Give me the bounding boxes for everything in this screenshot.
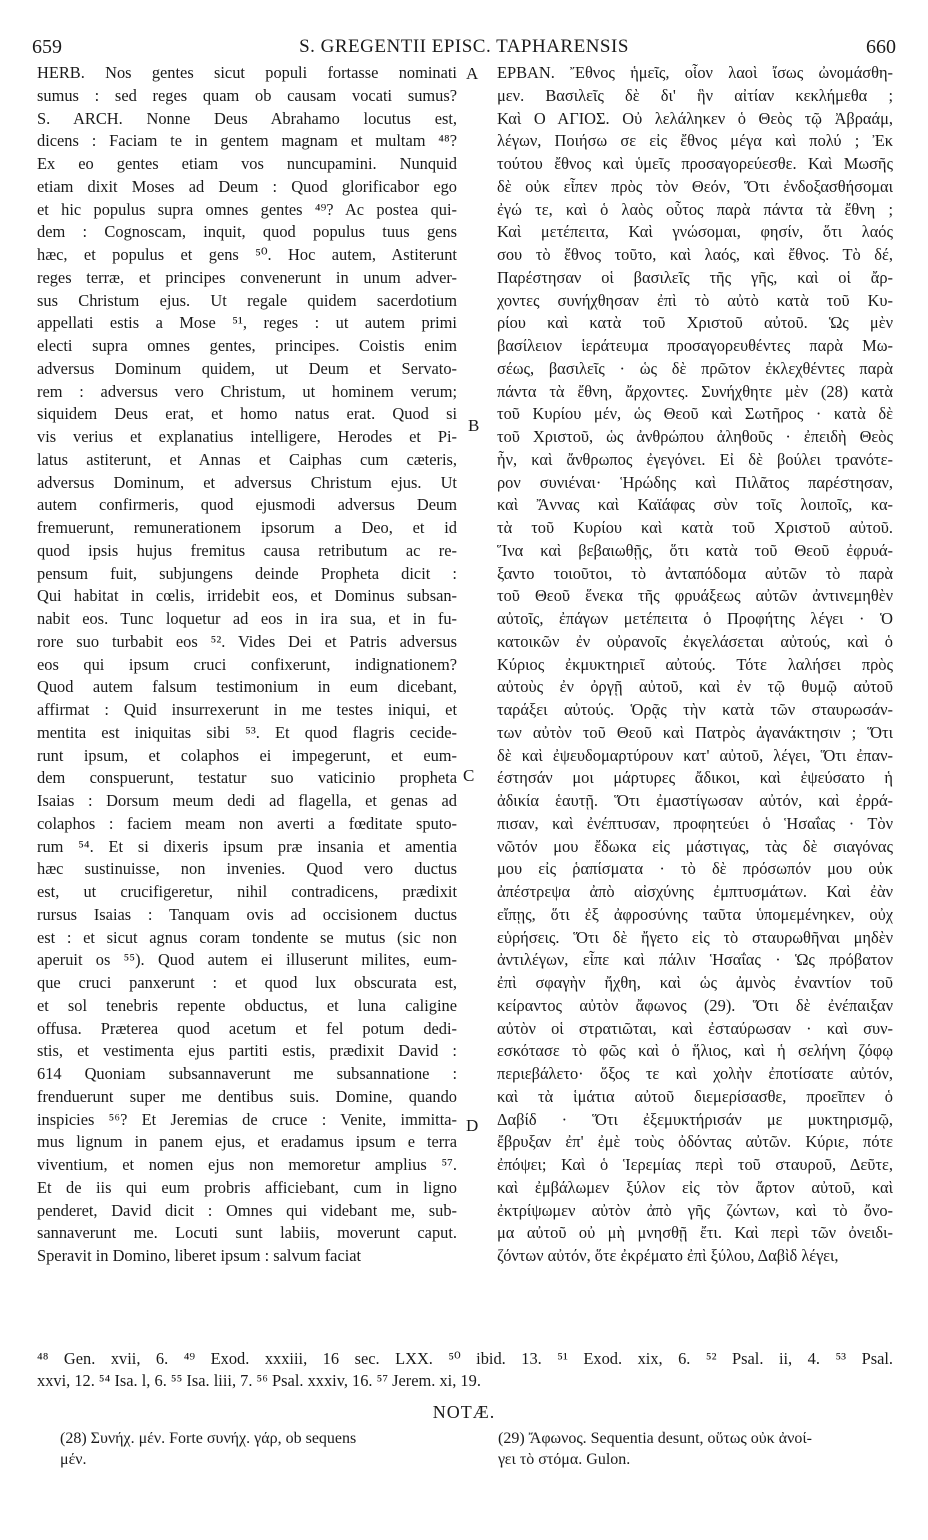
- text-line: stis, et vestimenta ejus partiti estis, prædixit David :: [37, 1041, 457, 1061]
- text-line: sus Christum ejus. Ut regale quidem sacerdotium: [37, 290, 457, 310]
- greek-column: [497, 62, 893, 1268]
- text-line: ἐγώ τε, καὶ ὁ λαὸς οὗτος παρὰ πάντα τὰ ἔθνη ;: [497, 199, 893, 219]
- text-line: τούτου ἔθνος καὶ ὑμεῖς προσαγορεύεσθε. Καὶ Μωσῆς: [497, 154, 893, 173]
- latin-column: [37, 62, 457, 1268]
- text-line: quod ipsis hujus fremitus causa retributum ac re-: [37, 540, 457, 560]
- text-line: dicens : Faciam te in gentem magnam et multam ⁴⁸?: [37, 131, 457, 151]
- text-line: aperuit os ⁵⁵). Quod autem ei illuserunt milites, eum-: [37, 950, 457, 970]
- text-line: sannaverunt me. Locuti sunt labiis, moverunt caput.: [37, 1223, 457, 1243]
- text-line: S. ARCH. Nonne Deus Abrahamo locutus est,: [37, 108, 457, 128]
- text-line: mus lignum in panem ejus, et eradamus ipsum e terra: [37, 1132, 457, 1152]
- text-line: hæc, et populus et gens ⁵⁰. Hoc autem, Astiterunt: [37, 245, 457, 264]
- text-line: Δαβίδ · Ὅτι ἐξεμυκτήρισάν με μυκτηρισμῷ,: [497, 1109, 893, 1129]
- text-line: μου εἰς ῥαπίσματα · τὸ δὲ πρόσωπόν μου οὐκ: [497, 859, 893, 879]
- text-line: dem : Cognoscam, inquit, quod populus tuus gens: [37, 222, 457, 242]
- text-line: κατοικῶν ἐν οὐρανοῖς ἐκγελάσεται αὐτούς, καὶ ὁ: [497, 631, 893, 651]
- text-line: reges terræ, et principes convenerunt in unum adver-: [37, 267, 457, 287]
- text-line: ἀπέστρεψα ἀπὸ αἰσχύνης ἐμπτυσμάτων. Καὶ ἐὰν: [497, 882, 893, 901]
- notae-title: NOTÆ.: [432, 1402, 496, 1422]
- text-line: Isaias : Dorsum meum dedi ad flagella, et genas ad: [37, 791, 457, 810]
- text-line: appellati estis a Mose ⁵¹, reges : ut autem primi: [37, 313, 457, 333]
- text-line: Κύριος ἐκμυκτηριεῖ αὐτούς. Τότε λαλήσει πρὸς: [497, 654, 893, 674]
- text-line: Παρέστησαν οἱ βασιλεῖς τῆς γῆς, καὶ οἱ ἄρ-: [497, 267, 893, 287]
- text-line: μεν. Βασιλεῖς δὲ δι' ἣν αἰτίαν κεκλήμεθα ;: [497, 85, 893, 105]
- text-line: αὐτοῖς, ἐπάγων μετέπειτα ὁ Προφήτης λέγει · Ὁ: [497, 609, 893, 628]
- text-line: εἴπῃς, ὅτι ἐξ ἀφροσύνης ταῦτα ὑπομεμένηκεν, οὐχ: [497, 904, 893, 924]
- text-line: νῶτόν μου ἔδωκα εἰς μάστιγας, τὰς δὲ σιαγόνας: [497, 836, 893, 856]
- text-line: τοῦ Θεοῦ ἕνεκα τῆς φρυάξεως αὐτῶν ἀντινεμηθὲν: [497, 586, 893, 606]
- text-line: runt ipsum, et colaphos ei impegerunt, et eum-: [37, 745, 457, 765]
- text-line: Ἵνα καὶ βεβαιωθῇς, ὅτι κατὰ τοῦ Θεοῦ ἐφρυά-: [497, 540, 893, 560]
- text-line: ἐκτρίψωμεν αὐτὸν ἀπὸ γῆς ζώντων, καὶ τὸ ὄνο-: [497, 1200, 893, 1220]
- text-line: περιεβάλετο· ὅξος τε καὶ χολὴν ἐποτίσατε αὐτόν,: [497, 1064, 893, 1083]
- text-line: ἐπόψει; Καὶ ὁ Ἱερεμίας περὶ τοῦ σταυροῦ, Δεῦτε,: [497, 1155, 893, 1174]
- text-line: τοῦ Χριστοῦ, ὡς ἀνθρώπου ἀληθοῦς · ἐπειδὴ Θεὸς: [497, 427, 893, 446]
- text-line: τὰ τοῦ Κυρίου καὶ κατὰ τοῦ Χριστοῦ αὐτοῦ.: [497, 518, 893, 537]
- reference-line: xxvi, 12. ⁵⁴ Isa. l, 6. ⁵⁵ Isa. liii, 7. ⁵⁶ Psal. xxxiv, 16. ⁵⁷ Jerem. xi, 19.: [37, 1371, 481, 1390]
- margin-letter-a: A: [466, 64, 479, 83]
- text-line: siquidem Deus erat, et homo natus erat. Quod si: [37, 404, 457, 424]
- text-line: et hic populus supra omnes gentes ⁴⁹? Ac postea qui-: [37, 199, 457, 219]
- text-line: Quod autem falsum testimonium in eum dicebant,: [37, 677, 457, 697]
- text-line: έστησάν μοι μάρτυρες ἄδικοι, καὶ ἐψεύσατο ἡ: [497, 768, 893, 788]
- text-line: electi supra omnes gentes, principes. Coistis enim: [37, 336, 457, 355]
- margin-letter-c: C: [463, 766, 475, 785]
- text-line: ταράξει αὐτούς. Ὁρᾷς τὴν κατὰ τῶν σταυρωσάν-: [497, 700, 893, 719]
- text-line: etiam dixit Moses ad Deum : Quod glorificabor ego: [37, 176, 457, 196]
- text-line: αὐτοὺς ἐν ὀργῇ αὐτοῦ, καὶ ἐν τῷ θυμῷ αὐτοῦ: [497, 677, 893, 697]
- text-line: ρον συνιέναι· Ἡρώδης καὶ Πιλᾶτος παρέστησαν,: [497, 472, 893, 492]
- text-line: nabit eos. Tunc loquetur ad eos in ira sua, et in fu-: [37, 609, 457, 628]
- text-line: que cruci panxerunt : et quod lux obscurata est,: [37, 973, 457, 992]
- margin-letter-d: D: [466, 1116, 479, 1135]
- text-line: των αὐτὸν τοῦ Θεοῦ καὶ Πατρὸς ἀγανάκτησιν ; Ὅτι: [497, 722, 893, 742]
- text-line: ἀντιλέγων, εἶπε καὶ πάλιν Ἡσαΐας · Ὡς πρόβατον: [497, 950, 893, 970]
- note-line: γει τὸ στόμα. Gulon.: [498, 1451, 631, 1468]
- text-line: καὶ ἐμβάλωμεν ξύλον εἰς τὸν ἄρτον αὐτοῦ, καὶ: [497, 1177, 893, 1197]
- text-line: HERB. Nos gentes sicut populi fortasse nominati: [37, 63, 457, 82]
- text-line: τοῦ Κυρίου μέν, ὡς Θεοῦ καὶ Σωτῆρος · κατὰ δὲ: [497, 404, 893, 424]
- text-line: dem conspuerunt, testatur suo vaticinio propheta: [37, 768, 457, 788]
- text-line: ἐπὶ σφαγὴν ἤχθη, καὶ ὡς ἀμνὸς ἐναντίον τοῦ: [497, 973, 893, 992]
- text-line: rum ⁵⁴. Et si dixeris ipsum præ insania et amentia: [37, 836, 457, 856]
- text-line: δὲ καὶ ἐψευδομαρτύρουν κατ' αὐτοῦ, λέγει, Ὅτι ἐπαν-: [497, 745, 893, 765]
- note-line: μέν.: [60, 1451, 87, 1468]
- text-line: εσκότασε τὸ φῶς καὶ ὁ ἥλιος, καὶ ἡ σελήνη ζόφῳ: [497, 1041, 893, 1061]
- text-line: adversus Dominum quidem, ut Deum et Servato-: [37, 358, 457, 378]
- text-line: δὲ οὐκ εἶπεν πρὸς τὸν Θεόν, Ὅτι ἐνδοξασθήσομαι: [497, 176, 893, 196]
- text-line: mentita est iniquitas sibi ⁵³. Et quod flagris cecide-: [37, 722, 457, 742]
- text-line: rem : adversus vero Christum, ut hominem verum;: [37, 381, 457, 401]
- margin-letter-b: B: [468, 416, 480, 435]
- text-line: ξαντο τοιοῦτοι, τὸ ἀνταπόδομα αὐτῶν τὸ παρὰ: [497, 563, 893, 583]
- text-line: χοντες συνήχθησαν ἐπὶ τὸ αὐτὸ κατὰ τοῦ Κυ-: [497, 290, 893, 310]
- text-line: Speravit in Domino, liberet ipsum : salvum faciat: [37, 1246, 362, 1265]
- note-28: [60, 1428, 460, 1470]
- text-line: ἔβρυξαν ἐπ' ἐμὲ τοὺς ὀδόντας αὐτῶν. Κύριε, πότε: [497, 1132, 893, 1152]
- text-line: fremuerunt, remunerationem ipsorum a Deo, et id: [37, 518, 457, 537]
- text-line: hæc sustinuisse, non invenies. Quod vero ductus: [37, 859, 457, 879]
- note-line: (29) Ἄφωνος. Sequentia desunt, οὕτως οὐκ ἀνοί-: [498, 1430, 812, 1447]
- text-line: πάντα τὰ ἔθνη, ἄρχοντες. Συνήχθητε μὲν (28) κατὰ: [497, 381, 893, 401]
- text-line: καὶ τὰ ἱμάτια αὐτοῦ διεμερίσασθε, προεῖπεν ὁ: [497, 1086, 893, 1106]
- reference-line: ⁴⁸ Gen. xvii, 6. ⁴⁹ Exod. xxxiii, 16 sec. LXX. ⁵⁰ ibid. 13. ⁵¹ Exod. xix, 6. ⁵² Psal. ii, 4. ⁵³ Psal.: [37, 1349, 893, 1368]
- text-line: Καὶ μετέπειτα, Καὶ γνώσομαι, φησίν, ὅτι λαός: [497, 222, 893, 242]
- text-line: σου τὸ ἔθνος τοῦτο, καὶ λαός, καὶ ἔθνος. Τὸ δέ,: [497, 245, 893, 264]
- text-line: vis verius et explanatius intelligere, Herodes et Pi-: [37, 427, 457, 446]
- text-line: affirmat : Quid insurrexerunt in me testes iniqui, et: [37, 700, 457, 719]
- text-line: sumus : sed reges quam ob causam vocati sumus?: [37, 85, 457, 105]
- text-line: βασίλειον ἱεράτευμα προσαγορευθέντες παρὰ Μω-: [497, 336, 893, 355]
- text-line: Et de iis qui eum probris afficiebant, cum in ligno: [37, 1177, 457, 1197]
- references: [37, 1348, 893, 1392]
- text-line: pensum fuit, subjungens deinde Propheta dicit :: [37, 563, 457, 583]
- text-line: αὐτὸν οἱ στρατιῶται, καὶ ἐσταύρωσαν · καὶ συν-: [497, 1018, 893, 1038]
- text-line: adversus Dominum, et adversus Christum ejus. Ut: [37, 472, 457, 492]
- text-line: ἦν, καὶ ἄνθρωπος ἐγεγόνει. Εἰ δὲ βούλει τρανότε-: [497, 449, 893, 469]
- text-line: rore suo turbabit eos ⁵². Vides Dei et Patris adversus: [37, 631, 457, 651]
- text-line: Qui habitat in cœlis, irridebit eos, et Dominus subsan-: [37, 586, 457, 606]
- text-line: ρίου καὶ κατὰ τοῦ Χριστοῦ αὐτοῦ. Ὡς μὲν: [497, 313, 893, 333]
- text-line: σέως, βασιλεῖς · ὡς δὲ πρῶτον ἐκλεχθέντες παρὰ: [497, 358, 893, 378]
- text-line: λέγων, Ποιήσω σε εἰς ἔθνος μέγα καὶ πολύ ; Ἐκ: [497, 131, 893, 151]
- note-29: [498, 1428, 893, 1470]
- text-line: latus astiterunt, et Annas et Caiphas cum cæteris,: [37, 449, 457, 469]
- text-line: penderet, David dicit : Omnes qui videbant me, sub-: [37, 1200, 457, 1220]
- text-line: frenduerunt super me dentibus suis. Domine, quando: [37, 1086, 457, 1106]
- text-line: καὶ Ἄννας καὶ Καϊάφας σὺν τοῖς λοιποῖς, κα-: [497, 495, 893, 515]
- text-line: 614 Quoniam subsannaverunt me subsannatione :: [37, 1064, 457, 1083]
- text-line: Καὶ Ο ΑΓΙΟΣ. Οὐ λελάληκεν ὁ Θεὸς τῷ Ἀβραάμ,: [497, 108, 893, 128]
- text-line: κείραντος αὐτὸν ἄφωνος (29). Ὅτι δὲ ἐνέπαιξαν: [497, 995, 893, 1015]
- text-line: εὑρήσεις. Ὅτι δὲ ἤγετο εἰς τὸ σταυρωθῆναι μηδὲν: [497, 927, 893, 947]
- page-header: [32, 36, 896, 62]
- text-line: colaphos : faciem meam non averti a fœditate sputo-: [37, 813, 457, 833]
- text-line: est, ut crucifigeretur, nihil contradicens, prædixit: [37, 882, 457, 901]
- text-line: πισαν, καὶ ἐνέπτυσαν, προφητεύει ὁ Ἡσαΐας · Τὸν: [497, 813, 893, 833]
- text-line: ζόντων αὐτόν, ὅτε ἐκρέματο ἐπὶ ξύλου, Δαβὶδ λέγει,: [497, 1246, 839, 1265]
- text-line: et sol tenebris repente obductus, et luna caligine: [37, 995, 457, 1015]
- text-line: rursus Isaias : Tanquam ovis ad occisionem ductus: [37, 904, 457, 924]
- page-number-right: 660: [866, 36, 896, 58]
- text-line: ΕΡΒΑΝ. Ἔθνος ἡμεῖς, οἷον λαοὶ ἴσως ὠνομάσθη-: [497, 63, 893, 82]
- running-head: S. GREGENTII EPISC. TAPHARENSIS: [299, 36, 629, 57]
- text-line: μα αὐτοῦ οὐ μὴ μνησθῇ ἔτι. Καὶ περὶ τῶν ὀνειδι-: [497, 1223, 893, 1243]
- text-line: viventium, et nomen ejus non memoretur amplius ⁵⁷.: [37, 1155, 457, 1174]
- text-line: inspicies ⁵⁶? Et Jeremias de cruce : Venite, immitta-: [37, 1109, 457, 1129]
- page-number-left: 659: [32, 36, 62, 58]
- text-line: Ex eo gentes etiam vos nuncupamini. Nunquid: [37, 154, 457, 173]
- text-line: offusa. Præterea quod acetum et fel potum dedi-: [37, 1018, 457, 1038]
- text-line: autem confirmeris, quod ejusmodi adversus Deum: [37, 495, 457, 515]
- text-line: ἀδικία ἑαυτῇ. Ὅτι ἐμαστίγωσαν αὐτόν, καὶ ἐρρά-: [497, 791, 893, 810]
- note-line: (28) Συνήχ. μέν. Forte συνήχ. γάρ, ob sequens: [60, 1430, 357, 1447]
- text-line: eos qui ipsum cruci confixerunt, indignationem?: [37, 654, 457, 674]
- text-line: est : et sicut agnus coram tondente se mutus (sic non: [37, 927, 457, 947]
